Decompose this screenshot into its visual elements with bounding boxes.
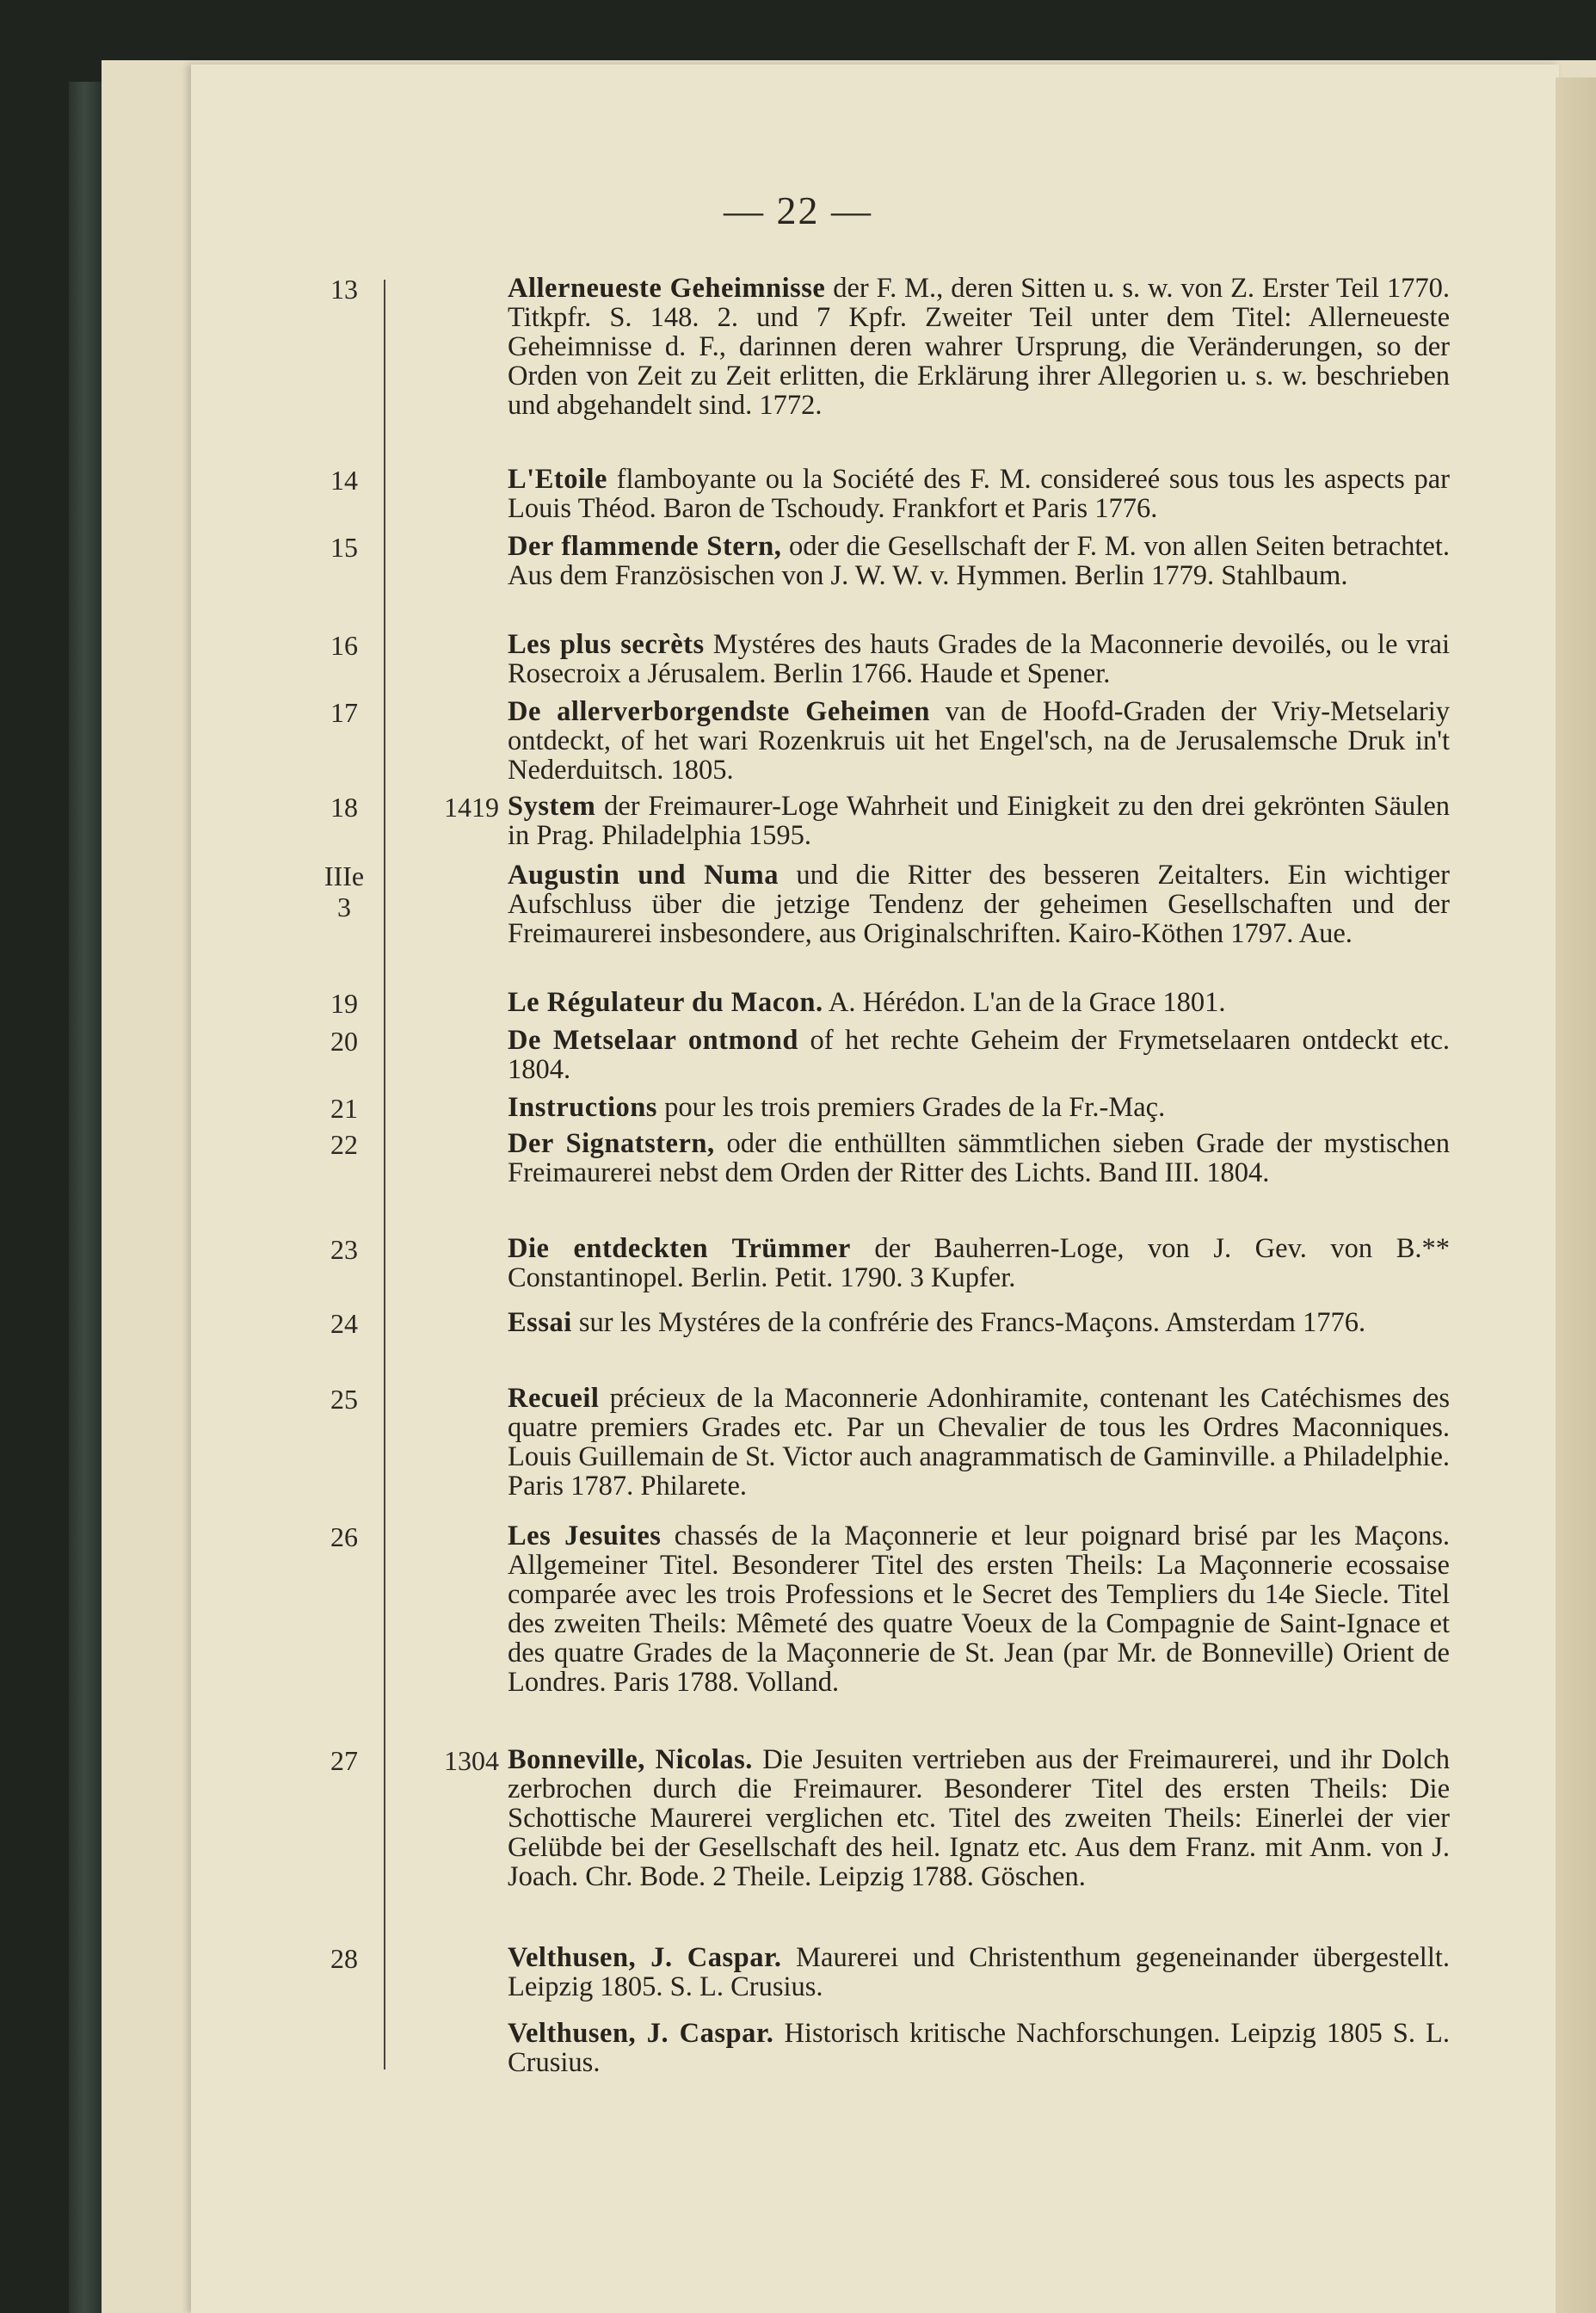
entry-title: Velthusen, J. Caspar. bbox=[508, 1942, 782, 1973]
entry-title: Der Signatstern, bbox=[508, 1128, 715, 1159]
entry-title: Allerneueste Geheimnisse bbox=[508, 273, 826, 304]
entry-text bbox=[508, 1093, 1450, 1122]
entry-number: 17 bbox=[330, 697, 358, 728]
entry-subnumber: 3 bbox=[337, 891, 351, 922]
entry-number: 22 bbox=[330, 1129, 358, 1160]
entry-title: System bbox=[508, 791, 596, 822]
entry-text bbox=[508, 274, 1450, 420]
entry-text bbox=[508, 1384, 1450, 1501]
entry-title: L'Etoile bbox=[508, 464, 607, 495]
entry-description: oder die enthüllten sämmtlichen sieben Grade der mystischen Freimaurerei nebst dem Orden der Ritter des Lichts. Band III. 1804. bbox=[508, 1128, 1450, 1188]
entry-text bbox=[508, 630, 1450, 688]
entry-title: De Metselaar ontmond bbox=[508, 1025, 798, 1056]
entry-description: chassés de la Maçonnerie et leur poignard brisé par les Maçons. Allgemeiner Titel. Besonderer Titel des ersten Theils: La Maçonnerie ecossaise comparée avec les trois Professions et le Secret des Templiers du 14e Siecle. Titel des zweiten Theils: Mêmeté des quatre Voeux de la Compagnie de Saint-Ignace et des quatre Grades de la Maçonnerie de St. Jean (par Mr. de Bonneville) Orient de Londres. Paris 1788. Volland. bbox=[508, 1520, 1450, 1698]
entry-description: der F. M., deren Sitten u. s. w. von Z. Erster Teil 1770. Titkpfr. S. 148. 2. und 7 Kpfr. Zweiter Teil unter dem Titel: Allerneueste Geheimnisse d. F., darinnen deren wahrer Ursprung, die Veränderungen, so der Orden von Zeit zu Zeit erlitten, die Erklärung ihrer Allegorien u. s. w. beschrieben und abgehandelt sind. 1772. bbox=[508, 273, 1450, 421]
entry-text bbox=[508, 1943, 1450, 2002]
entry-title: Augustin und Numa bbox=[508, 860, 779, 891]
entry-title: Le Régulateur du Macon. bbox=[508, 987, 823, 1018]
entry-number: 19 bbox=[330, 988, 358, 1019]
entry-number: 27 bbox=[330, 1745, 358, 1776]
entry-description: pour les trois premiers Grades de la Fr.-Maç. bbox=[656, 1092, 1166, 1123]
entry-number: 14 bbox=[330, 465, 358, 496]
entry-description: sur les Mystéres de la confrérie des Francs-Maçons. Amsterdam 1776. bbox=[571, 1307, 1366, 1338]
entry-text bbox=[508, 792, 1450, 850]
entry-number: 18 bbox=[330, 792, 358, 823]
entry-title: De allerverborgendste Geheimen bbox=[508, 696, 930, 727]
entry-text bbox=[508, 532, 1450, 590]
entry-title: Velthusen, J. Caspar. bbox=[508, 2018, 774, 2049]
entry-number: 20 bbox=[330, 1026, 358, 1057]
entry-description: oder die Gesellschaft der F. M. von allen Seiten betrachtet. Aus dem Französischen von J. W. W. v. Hymmen. Berlin 1779. Stahlbaum. bbox=[508, 531, 1450, 591]
entry-description: Mystéres des hauts Grades de la Maconnerie devoilés, ou le vrai Rosecroix a Jérusalem. Berlin 1766. Haude et Spener. bbox=[508, 629, 1450, 689]
entry-title: Les plus secrèts bbox=[508, 629, 705, 660]
entry-text bbox=[508, 1129, 1450, 1187]
entry-text bbox=[508, 1521, 1450, 1697]
entry-description: Maurerei und Christenthum gegeneinander übergestellt. Leipzig 1805. S. L. Crusius. bbox=[508, 1942, 1451, 2002]
entry-description: und die Ritter des besseren Zeitalters. Ein wichtiger Aufschluss über die jetzige Tendenz der geheimen Gesellschaften und der Freimaurerei insbesondere, aus Originalschriften. Kairo-Köthen 1797. Aue. bbox=[508, 860, 1450, 949]
catalog-reference: 1419 bbox=[444, 792, 499, 823]
entry-text bbox=[508, 2019, 1450, 2077]
entry-title: Die entdeckten Trümmer bbox=[508, 1233, 851, 1264]
entry-text bbox=[508, 988, 1450, 1017]
entry-number: 28 bbox=[330, 1943, 358, 1974]
entry-text bbox=[508, 697, 1450, 785]
entry-title: Instructions bbox=[508, 1092, 657, 1123]
entry-number: 23 bbox=[330, 1234, 358, 1265]
entry-text bbox=[508, 860, 1450, 948]
entry-description: of het rechte Geheim der Frymetselaaren ontdeckt etc. 1804. bbox=[508, 1025, 1450, 1085]
entry-description: der Bauherren-Loge, von J. Gev. von B.** Constantinopel. Berlin. Petit. 1790. 3 Kupfer. bbox=[508, 1233, 1450, 1293]
entry-number: 26 bbox=[330, 1521, 358, 1552]
entry-text bbox=[508, 1308, 1450, 1337]
entry-title: Essai bbox=[508, 1307, 572, 1338]
entry-title: Recueil bbox=[508, 1383, 600, 1414]
entry-description: précieux de la Maconnerie Adonhiramite, contenant les Catéchismes des quatre premiers Grades etc. Par un Chevalier de tous les Ordres Maconniques. Louis Guillemain de St. Victor auch anagrammatisch de Gaminville. a Philadelphie. Paris 1787. Philarete. bbox=[508, 1383, 1450, 1502]
entry-text bbox=[508, 465, 1450, 523]
entry-number: 25 bbox=[330, 1384, 358, 1415]
entry-title: Der flammende Stern, bbox=[508, 531, 782, 562]
entry-description: Historisch kritische Nachforschungen. Leipzig 1805 S. L. Crusius. bbox=[508, 2018, 1450, 2078]
entry-number: 13 bbox=[330, 274, 358, 305]
entry-number: IIIe bbox=[324, 860, 365, 891]
entry-description: Die Jesuiten vertrieben aus der Freimaurerei, und ihr Dolch zerbrochen durch die Freimaurer. Besonderer Titel des ersten Theils: Die Schottische Maurerei verglichen etc. Titel des zweiten Theils: Einerlei der vier Gelübde bei der Gesellschaft des heil. Ignatz etc. Aus dem Franz. mit Anm. von J. Joach. Chr. Bode. 2 Theile. Leipzig 1788. Göschen. bbox=[508, 1744, 1450, 1892]
page-number: — 22 — bbox=[724, 188, 872, 232]
entry-text bbox=[508, 1026, 1450, 1084]
entry-number: 16 bbox=[330, 630, 358, 661]
catalog-reference: 1304 bbox=[444, 1745, 499, 1776]
entry-description: A. Hérédon. L'an de la Grace 1801. bbox=[823, 987, 1226, 1018]
entry-title: Bonneville, Nicolas. bbox=[508, 1744, 753, 1775]
entry-text bbox=[508, 1745, 1450, 1891]
entry-title: Les Jesuites bbox=[508, 1520, 662, 1551]
entry-text bbox=[508, 1234, 1450, 1292]
entry-number: 21 bbox=[330, 1093, 358, 1124]
entry-description: der Freimaurer-Loge Wahrheit und Einigkeit zu den drei gekrönten Säulen in Prag. Philadelphia 1595. bbox=[508, 791, 1450, 851]
entry-number: 24 bbox=[330, 1308, 358, 1339]
entry-number: 15 bbox=[330, 532, 358, 563]
entry-description: van de Hoofd-Graden der Vriy-Metselariy ontdeckt, of het wari Rozenkruis uit het Engel'sch, na de Jerusalemsche Druk in't Nederduitsch. 1805. bbox=[508, 696, 1451, 786]
entry-description: flamboyante ou la Société des F. M. considereé sous tous les aspects par Louis Théod. Baron de Tschoudy. Frankfort et Paris 1776. bbox=[508, 464, 1450, 524]
